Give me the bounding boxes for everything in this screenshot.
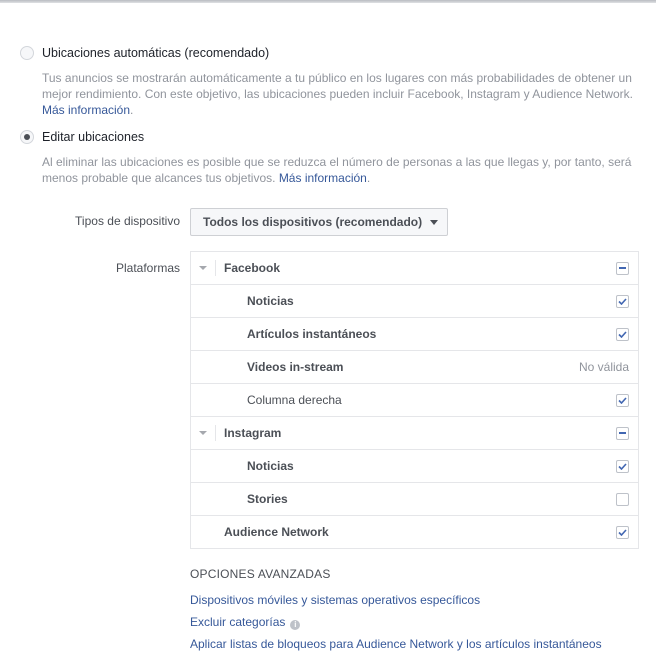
checkbox-checked-icon[interactable] <box>616 394 629 407</box>
platform-row-audience-network[interactable] <box>191 516 638 549</box>
more-info-link[interactable]: Más información <box>42 103 131 117</box>
checkbox-checked-icon[interactable] <box>616 526 629 539</box>
block-lists-link[interactable]: Aplicar listas de bloqueos para Audience Network y los artículos instantáneos <box>190 637 602 651</box>
platform-row-facebook-right-column[interactable] <box>191 384 638 417</box>
checkbox-partial-icon[interactable] <box>616 262 629 275</box>
platform-row-instagram-stories[interactable] <box>191 483 638 516</box>
placement-name: Videos in-stream <box>247 360 344 374</box>
platform-name: Audience Network <box>224 525 329 539</box>
dropdown-value: Todos los dispositivos (recomendado) <box>203 215 423 229</box>
checkbox-partial-icon[interactable] <box>616 427 629 440</box>
platform-row-instagram-noticias[interactable] <box>191 450 638 483</box>
radio-edit-placements[interactable] <box>20 130 144 144</box>
platforms-label: Plataformas <box>115 261 180 275</box>
device-types-dropdown[interactable] <box>190 208 448 236</box>
info-icon[interactable]: i <box>290 620 300 630</box>
radio-label: Ubicaciones automáticas (recomendado) <box>42 46 270 60</box>
separator <box>215 425 216 441</box>
platform-row-facebook-instream-videos <box>191 351 638 384</box>
platform-row-instagram[interactable] <box>191 417 638 450</box>
caret-down-icon <box>430 220 438 225</box>
placement-name: Artículos instantáneos <box>247 327 377 341</box>
exclude-categories-link[interactable]: Excluir categorías i <box>190 615 300 630</box>
automatic-placements-description: Tus anuncios se mostrarán automáticamente a tu público en los lugares con más probabilidades de obtener un mejor rendimiento. Con este objetivo, las ubicaciones pueden incluir Facebook, Instagram y Audience Network. Más información. <box>42 71 633 117</box>
placement-name: Noticias <box>247 294 294 308</box>
device-types-label: Tipos de dispositivo <box>75 214 180 228</box>
edit-placements-description: Al eliminar las ubicaciones es posible que se reduzca el número de personas a las que llegas y, por tanto, será menos probable que alcances tus objetivos. Más información. <box>42 155 632 185</box>
mobile-devices-os-link[interactable]: Dispositivos móviles y sistemas operativos específicos <box>190 593 481 607</box>
collapse-caret-icon[interactable] <box>191 252 215 284</box>
invalid-status: No válida <box>578 360 629 374</box>
advanced-options-title: OPCIONES AVANZADAS <box>190 567 331 581</box>
radio-checked-icon[interactable] <box>20 130 34 144</box>
platform-row-facebook-instant-articles[interactable] <box>191 318 638 351</box>
platform-row-facebook[interactable] <box>191 252 638 285</box>
radio-automatic-placements[interactable] <box>20 46 269 60</box>
separator <box>215 260 216 276</box>
platform-row-facebook-noticias[interactable] <box>191 285 638 318</box>
placement-name: Stories <box>247 492 288 506</box>
placement-name: Noticias <box>247 459 294 473</box>
checkbox-checked-icon[interactable] <box>616 295 629 308</box>
checkbox-checked-icon[interactable] <box>616 460 629 473</box>
more-info-link[interactable]: Más información <box>278 171 367 185</box>
radio-label: Editar ubicaciones <box>42 130 145 144</box>
collapse-caret-icon[interactable] <box>191 417 215 449</box>
checkbox-checked-icon[interactable] <box>616 328 629 341</box>
checkbox-unchecked-icon[interactable] <box>616 493 629 506</box>
radio-unchecked-icon[interactable] <box>20 46 34 60</box>
platform-name: Facebook <box>224 261 281 275</box>
placement-name: Columna derecha <box>247 393 342 407</box>
top-divider <box>0 0 656 3</box>
platform-name: Instagram <box>224 426 282 440</box>
platforms-list <box>190 251 639 549</box>
